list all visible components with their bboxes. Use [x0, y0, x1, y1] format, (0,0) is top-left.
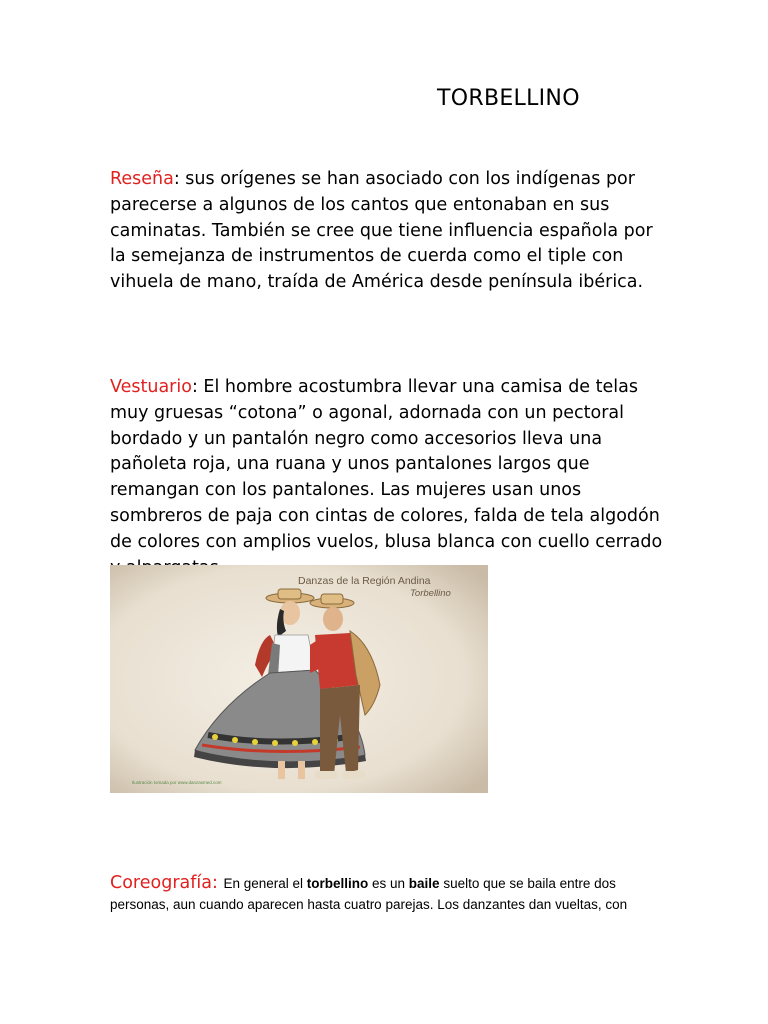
- resena-label: Reseña: [110, 169, 174, 189]
- figure-heading: Danzas de la Región Andina: [298, 575, 431, 587]
- vestuario-paragraph: [110, 375, 670, 581]
- figure-credit: Ilustración tomada por www.danzasmed.com: [132, 780, 222, 785]
- coreografia-label: Coreografía: [110, 873, 212, 893]
- coreografia-bold-baile: baile: [408, 876, 440, 891]
- coreografia-text-1: En general el: [223, 876, 307, 891]
- dance-illustration: [110, 565, 488, 793]
- resena-text: : sus orígenes se han asociado con los indígenas por parecerse a algunos de los cantos que entonaban en sus caminatas. También se cree que tiene influencia española por la semejanza de instrumentos de cuerda como el tiple con vihuela de mano, traída de América desde península ibérica.: [110, 169, 653, 293]
- vestuario-label: Vestuario: [110, 377, 192, 397]
- page-title: TORBELLINO: [437, 86, 580, 111]
- coreografia-separator: :: [211, 873, 224, 893]
- figure-subheading: Torbellino: [410, 588, 451, 599]
- vestuario-text: : El hombre acostumbra llevar una camisa de telas muy gruesas “cotona” o agonal, adornada con un pectoral bordado y un pantalón negro como accesorios lleva una pañoleta roja, una ruana y unos pantalones largos que remangan con los pantalones. Las mujeres usan unos sombreros de paja con cintas de colores, falda de tela algodón de colores con amplios vuelos, blusa blanca con cuello cerrado: [110, 377, 663, 552]
- resena-paragraph: [110, 167, 670, 296]
- coreografia-paragraph: [110, 873, 670, 915]
- coreografia-text-3: suelto que se baila entre dos personas, aun cuando aparecen hasta cuatro parejas. Los danzantes dan vueltas, con: [110, 876, 628, 912]
- coreografia-text-2: es un: [368, 876, 409, 891]
- coreografia-bold-torbellino: torbellino: [306, 876, 369, 891]
